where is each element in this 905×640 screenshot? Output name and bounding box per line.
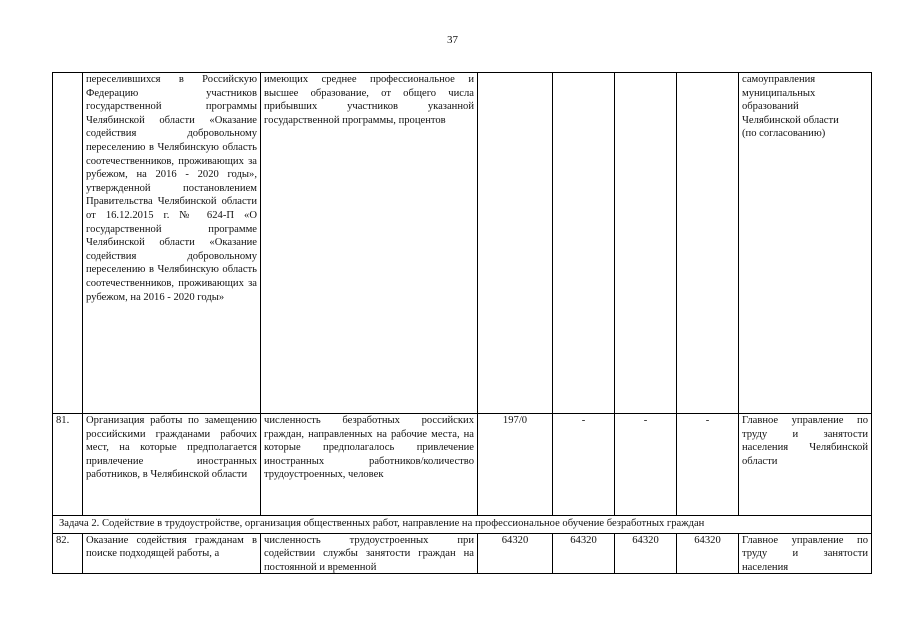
indicator-cell: имеющих среднее профессиональное и высшее образование, от общего числа прибывших участников указанной государственной программы, процентов xyxy=(261,73,478,414)
value-cell: 197/0 xyxy=(478,414,553,516)
executor-cell xyxy=(739,533,872,573)
indicator-cell xyxy=(261,533,478,573)
value-cell: - xyxy=(677,414,739,516)
value-cell: 64320 xyxy=(478,533,553,573)
event-text: Оказание содействия гражданам в поиске подходящей работы, а xyxy=(86,534,257,560)
indicator-cell: численность безработных российских граждан, направленных на рабочие места, на которые предполагалось привлечение иностранных работников/количество трудоустроенных, человек xyxy=(261,414,478,516)
value-cell xyxy=(478,73,553,414)
row-number-cell: 82. xyxy=(53,533,83,573)
row-number-cell: 81. xyxy=(53,414,83,516)
event-cell: переселившихся в Российскую Федерацию участников государственной программы Челябинской области «Оказание содействия добровольному переселению в Челябинскую область соотечественников, проживающих за рубежом, на 2016 - 2020 годы», утвержденной постановлением Правительства Челябинской области от 16.12.2015 г. № 624-П «О государственной программе Челябинской области «Оказание содействия добровольному переселению в Челябинскую область соотечественников, проживающих за рубежом, на 2016 - 2020 годы» xyxy=(83,73,261,414)
event-cell xyxy=(83,533,261,573)
value-cell xyxy=(615,73,677,414)
page-number: 37 xyxy=(447,34,458,46)
event-cell: Организация работы по замещению российскими гражданами рабочих мест, на которые предполагается привлечение иностранных работников, в Челябинской области xyxy=(83,414,261,516)
table-row xyxy=(53,73,872,414)
row-number-cell xyxy=(53,73,83,414)
task-heading: Задача 2. Содействие в трудоустройстве, организация общественных работ, направление на профессиональное обучение безработных граждан xyxy=(53,516,872,534)
indicator-text: численность трудоустроенных при содействии службы занятости граждан на постоянной и временной xyxy=(264,534,474,573)
value-cell: 64320 xyxy=(553,533,615,573)
value-cell xyxy=(553,73,615,414)
table-row xyxy=(53,414,872,516)
value-cell: - xyxy=(615,414,677,516)
value-cell: 64320 xyxy=(677,533,739,573)
value-cell: 64320 xyxy=(615,533,677,573)
executor-text: Главное управление по труду и занятости населения xyxy=(742,534,868,573)
executor-cell: самоуправления муниципальных образований Челябинской области (по согласованию) xyxy=(739,73,872,414)
table-row xyxy=(53,533,872,573)
executor-cell: Главное управление по труду и занятости населения Челябинской области xyxy=(739,414,872,516)
value-cell: - xyxy=(553,414,615,516)
value-cell xyxy=(677,73,739,414)
task-heading-row xyxy=(53,516,872,534)
program-table xyxy=(52,72,872,574)
